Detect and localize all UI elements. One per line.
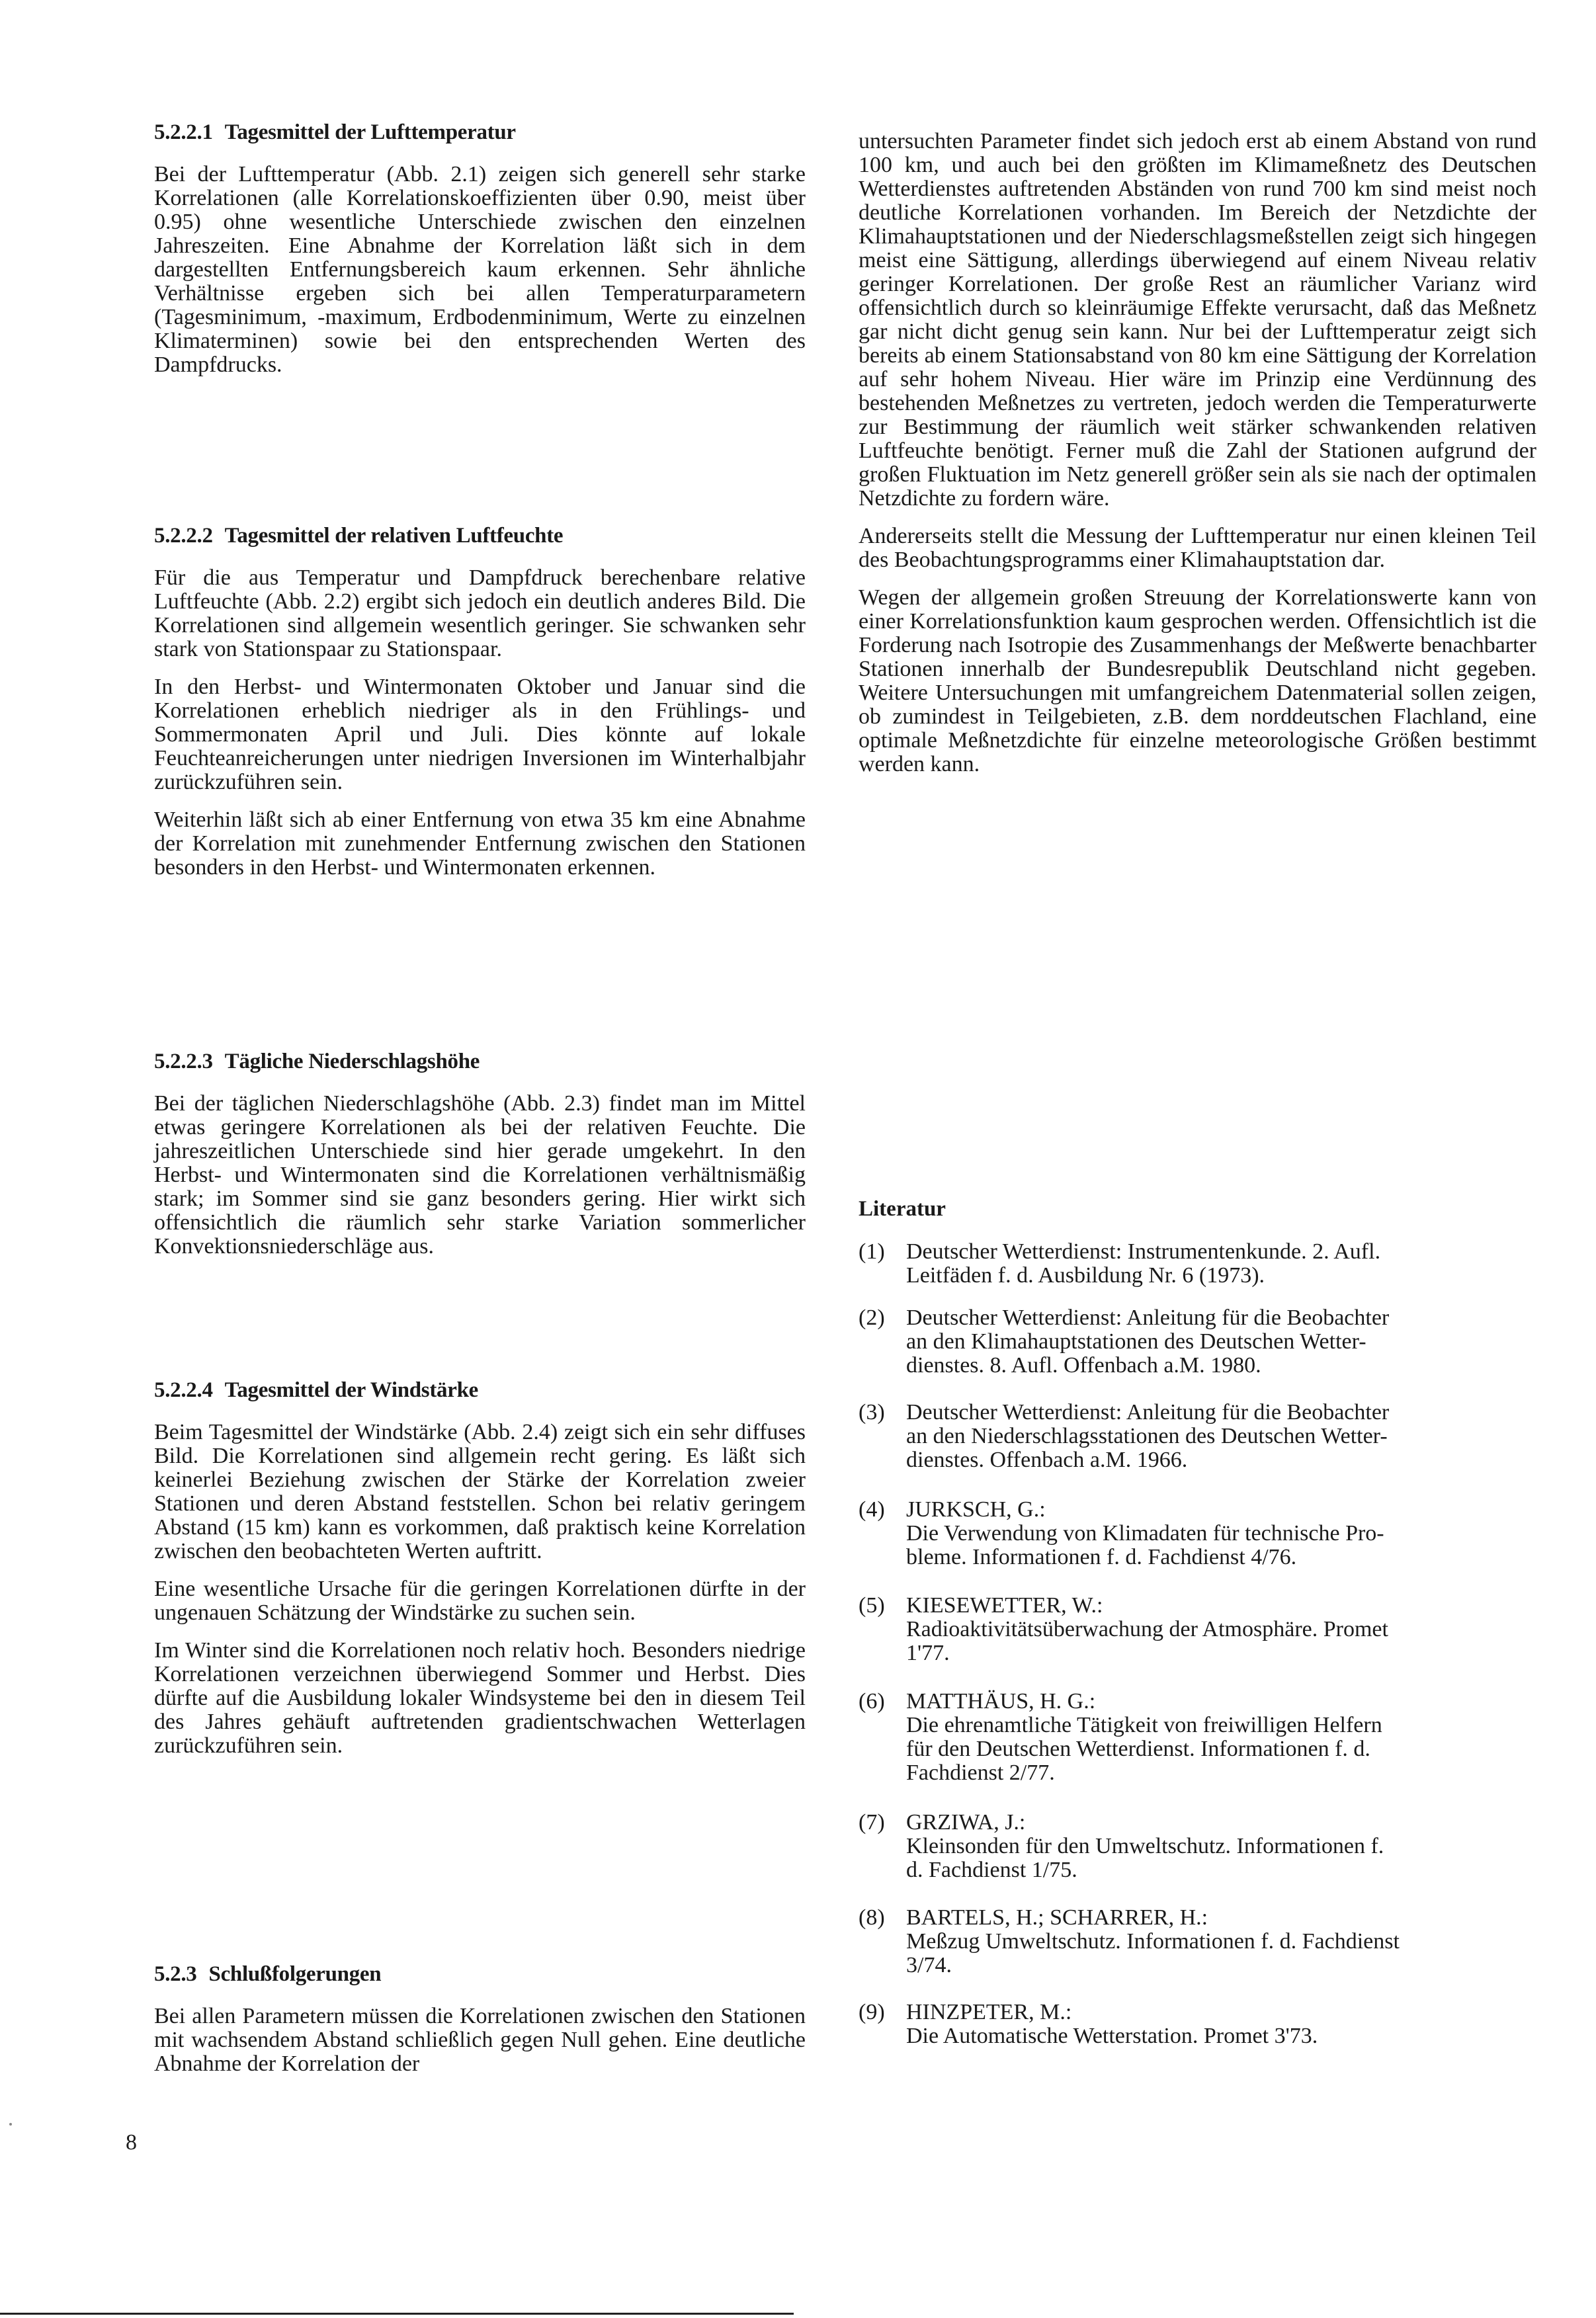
reference-line: Die ehrenamtliche Tätigkeit von freiwilligen Helfern [906, 1713, 1382, 1737]
reference-line: HINZPETER, M.: [906, 2000, 1072, 2024]
reference-line: 3/74. [906, 1953, 952, 1977]
section-5-2-2-1 [154, 119, 806, 391]
section-heading [154, 119, 806, 145]
reference-number: (9) [859, 2000, 885, 2024]
section-number: 5.2.2.4 [154, 1378, 213, 1402]
reference-text [906, 1498, 1536, 1569]
section-heading [154, 1377, 806, 1403]
section-number: 5.2.2.2 [154, 524, 213, 548]
reference-text [906, 1594, 1536, 1665]
reference-text [906, 1240, 1536, 1288]
reference-item [859, 1240, 1536, 1288]
section-number: 5.2.2.1 [154, 120, 213, 144]
paragraph: Andererseits stellt die Messung der Lufttemperatur nur einen kleinen Teil des Beobachtungsprogramms einer Klimahauptstation dar. [859, 524, 1536, 572]
reference-item [859, 1811, 1536, 1882]
reference-line: JURKSCH, G.: [906, 1497, 1046, 1522]
paragraph: untersuchten Parameter findet sich jedoch erst ab einem Abstand von rund 100 km, und auch bei den größten im Klimameßnetz des Deutschen Wetterdienstes auftretenden Abständen von rund 700 km sind meist noch deutliche Korrelationen vorhanden. Im Bereich der Netzdichte der Klimahauptstationen und der Niederschlagsmeßstellen zeigt sich hingegen meist eine Sättigung, allerdings überwiegend auf einem Niveau relativ geringer Korrelationen. Der große Rest an räumlicher Varianz wird offensichtlich durch so kleinräumige Effekte verursacht, daß das Meßnetz gar nicht dicht genug sein kann. Nur bei der Lufttemperatur zeigt sich bereits ab einem Stationsabstand von 80 km eine Sättigung der Korrelation auf sehr hohem Niveau. Hier wäre im Prinzip eine Verdünnung des bestehenden Meßnetzes zu vertreten, jedoch werden die Temperaturwerte zur Bestimmung der räumlich weit stärker schwankenden relativen Luftfeuchte benötigt. Ferner muß die Zahl der Stationen aufgrund der großen Fluktuation im Netz generell größer sein als sie nach der optimalen Netzdichte zu fordern wäre. [859, 129, 1536, 511]
reference-item [859, 1906, 1536, 1977]
reference-item [859, 1306, 1536, 1378]
paragraph: Weiterhin läßt sich ab einer Entfernung von etwa 35 km eine Abnahme der Korrelation mit zunehmender Entfernung zwischen den Stationen besonders in den Herbst- und Wintermonaten erkennen. [154, 807, 806, 880]
reference-line: dienstes. 8. Aufl. Offenbach a.M. 1980. [906, 1353, 1261, 1378]
reference-line: BARTELS, H.; SCHARRER, H.: [906, 1905, 1208, 1930]
reference-line: Meßzug Umweltschutz. Informationen f. d. Fachdienst [906, 1929, 1400, 1954]
section-5-2-2-4 [154, 1377, 806, 1772]
reference-line: an den Klimahauptstationen des Deutschen Wetter- [906, 1329, 1366, 1354]
section-5-2-2-3 [154, 1048, 806, 1272]
reference-line: Fachdienst 2/77. [906, 1760, 1055, 1785]
reference-line: dienstes. Offenbach a.M. 1966. [906, 1448, 1188, 1472]
reference-number: (6) [859, 1689, 885, 1714]
scan-speck [9, 2123, 12, 2126]
section-title: Schlußfolgerungen [208, 1962, 382, 1986]
page-number: 8 [126, 2130, 137, 2155]
reference-text [906, 1690, 1536, 1785]
bottom-rule [0, 2313, 794, 2315]
section-heading [154, 522, 806, 549]
reference-line: Radioaktivitätsüberwachung der Atmosphäre. Promet [906, 1617, 1388, 1641]
section-number: 5.2.3 [154, 1962, 197, 1986]
reference-line: 1'77. [906, 1641, 950, 1665]
paragraph: Bei allen Parametern müssen die Korrelationen zwischen den Stationen mit wachsendem Abstand schließlich gegen Null gehen. Eine deutliche Abnahme der Korrelation der [154, 2004, 806, 2076]
section-heading [154, 1048, 806, 1075]
reference-text [906, 1306, 1536, 1378]
reference-line: Leitfäden f. d. Ausbildung Nr. 6 (1973). [906, 1263, 1265, 1288]
paragraph: Bei der Lufttemperatur (Abb. 2.1) zeigen sich generell sehr starke Korrelationen (alle Korrelationskoeffizienten über 0.90, meist über 0.95) ohne wesentliche Unterschiede zwischen den einzelnen Jahreszeiten. Eine Abnahme der Korrelation läßt sich in dem dargestellten Entfernungsbereich kaum erkennen. Sehr ähnliche Verhältnisse ergeben sich bei allen Temperaturparametern (Tagesminimum, -maximum, Erdbodenminimum, Werte zu einzelnen Klimaterminen) sowie bei den entsprechenden Werten des Dampfdrucks. [154, 162, 806, 377]
literature-title: Literatur [859, 1197, 946, 1221]
section-heading [154, 1961, 806, 1987]
reference-item [859, 1594, 1536, 1665]
reference-line: KIESEWETTER, W.: [906, 1593, 1103, 1618]
section-title: Tagesmittel der Lufttemperatur [224, 120, 516, 144]
section-number: 5.2.2.3 [154, 1050, 213, 1073]
section-title: Tagesmittel der relativen Luftfeuchte [224, 524, 564, 548]
reference-item [859, 1401, 1536, 1472]
reference-line: Kleinsonden für den Umweltschutz. Informationen f. [906, 1834, 1384, 1858]
reference-line: GRZIWA, J.: [906, 1810, 1026, 1835]
paragraph: Beim Tagesmittel der Windstärke (Abb. 2.4) zeigt sich ein sehr diffuses Bild. Die Korrelationen sind allgemein recht gering. Es läßt sich keinerlei Beziehung zwischen der Stärke der Korrelation zweier Stationen und deren Abstand feststellen. Schon bei relativ geringem Abstand (15 km) kann es vorkommen, daß praktisch keine Korrelation zwischen den beobachteten Werten auftritt. [154, 1420, 806, 1563]
reference-line: Die Verwendung von Klimadaten für technische Pro- [906, 1521, 1384, 1546]
reference-line: Die Automatische Wetterstation. Promet 3'73. [906, 2024, 1318, 2048]
reference-item [859, 2001, 1536, 2048]
reference-line: bleme. Informationen f. d. Fachdienst 4/76. [906, 1545, 1297, 1569]
reference-number: (7) [859, 1810, 885, 1835]
reference-line: d. Fachdienst 1/75. [906, 1858, 1077, 1882]
reference-number: (5) [859, 1593, 885, 1618]
reference-line: Deutscher Wetterdienst: Anleitung für die Beobachter [906, 1400, 1390, 1425]
paragraph: In den Herbst- und Wintermonaten Oktober und Januar sind die Korrelationen erheblich niedriger als in den Frühlings- und Sommermonaten April und Juli. Dies könnte auf lokale Feuchteanreicherungen unter niedrigen Inversionen im Winterhalbjahr zurückzuführen sein. [154, 675, 806, 794]
paragraph: Im Winter sind die Korrelationen noch relativ hoch. Besonders niedrige Korrelationen verzeichnen überwiegend Sommer und Herbst. Dies dürfte auf die Ausbildung lokaler Windsysteme bei den in diesem Teil des Jahres gehäuft auftretenden gradientschwachen Wetterlagen zurückzuführen sein. [154, 1638, 806, 1758]
reference-number: (8) [859, 1905, 885, 1930]
reference-item [859, 1690, 1536, 1785]
conclusions-continued [859, 130, 1536, 790]
section-5-2-3 [154, 1961, 806, 2090]
reference-line: MATTHÄUS, H. G.: [906, 1689, 1096, 1714]
reference-number: (4) [859, 1497, 885, 1522]
paragraph: Wegen der allgemein großen Streuung der Korrelationswerte kann von einer Korrelationsfunktion kaum gesprochen werden. Offensichtlich ist die Forderung nach Isotropie des Zusammenhangs der Meßwerte benachbarter Stationen innerhalb der Bundesrepublik Deutschland nicht gegeben. Weitere Untersuchungen mit umfangreichem Datenmaterial sollen zeigen, ob zumindest in Teilgebieten, z.B. dem norddeutschen Flachland, eine optimale Meßnetzdichte für einzelne meteorologische Größen bestimmt werden kann. [859, 585, 1536, 776]
section-title: Tägliche Niederschlagshöhe [224, 1050, 480, 1073]
literature-heading [859, 1196, 1536, 1222]
reference-text [906, 2001, 1536, 2048]
section-5-2-2-2 [154, 522, 806, 893]
reference-line: an den Niederschlagsstationen des Deutschen Wetter- [906, 1424, 1388, 1448]
reference-item [859, 1498, 1536, 1569]
section-title: Tagesmittel der Windstärke [224, 1378, 478, 1402]
paragraph: Bei der täglichen Niederschlagshöhe (Abb. 2.3) findet man im Mittel etwas geringere Korrelationen als bei der relativen Feuchte. Die jahreszeitlichen Unterschiede sind hier gerade umgekehrt. In den Herbst- und Wintermonaten sind die Korrelationen verhältnismäßig stark; im Sommer sind sie ganz besonders gering. Hier wirkt sich offensichtlich die räumlich sehr starke Variation sommerlicher Konvektionsniederschläge aus. [154, 1091, 806, 1259]
paragraph: Eine wesentliche Ursache für die geringen Korrelationen dürfte in der ungenauen Schätzung der Windstärke zu suchen sein. [154, 1577, 806, 1625]
paragraph: Für die aus Temperatur und Dampfdruck berechenbare relative Luftfeuchte (Abb. 2.2) ergibt sich jedoch ein deutlich anderes Bild. Die Korrelationen sind allgemein wesentlich geringer. Sie schwanken sehr stark von Stationspaar zu Stationspaar. [154, 565, 806, 661]
reference-line: Deutscher Wetterdienst: Instrumentenkunde. 2. Aufl. [906, 1239, 1381, 1264]
reference-text [906, 1906, 1536, 1977]
reference-line: für den Deutschen Wetterdienst. Informationen f. d. [906, 1737, 1370, 1761]
reference-number: (1) [859, 1239, 885, 1264]
reference-number: (2) [859, 1305, 885, 1330]
reference-number: (3) [859, 1400, 885, 1425]
reference-line: Deutscher Wetterdienst: Anleitung für die Beobachter [906, 1305, 1390, 1330]
reference-text [906, 1811, 1536, 1882]
reference-text [906, 1401, 1536, 1472]
